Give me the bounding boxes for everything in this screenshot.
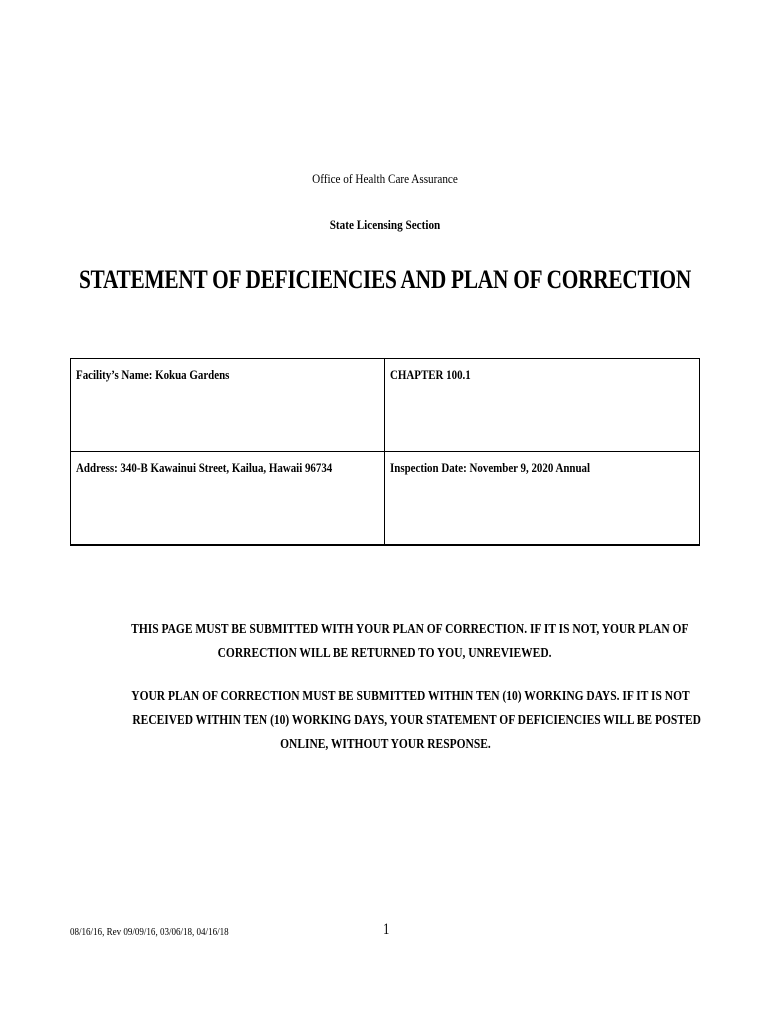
notice-line: ONLINE, WITHOUT YOUR RESPONSE. <box>279 737 491 752</box>
facility-info-table <box>70 358 700 546</box>
chapter: CHAPTER 100.1 <box>390 367 471 382</box>
table-row <box>71 359 700 452</box>
submission-notice <box>70 618 700 666</box>
chapter-cell <box>384 359 699 452</box>
facility-name: Facility’s Name: Kokua Gardens <box>76 367 230 382</box>
deadline-notice <box>70 685 700 757</box>
office-name: Office of Health Care Assurance <box>312 171 458 186</box>
facility-address: Address: 340-B Kawainui Street, Kailua, Hawaii 96734 <box>76 460 333 475</box>
address-cell <box>71 452 385 546</box>
table-row <box>71 452 700 546</box>
inspection-date: Inspection Date: November 9, 2020 Annual <box>390 460 591 475</box>
facility-name-cell <box>71 359 385 452</box>
revision-dates: 08/16/16, Rev 09/09/16, 03/06/18, 04/16/18 <box>70 926 229 938</box>
notice-line: RECEIVED WITHIN TEN (10) WORKING DAYS, YOUR STATEMENT OF DEFICIENCIES WILL BE POSTED <box>132 713 701 728</box>
notice-line: YOUR PLAN OF CORRECTION MUST BE SUBMITTED WITHIN TEN (10) WORKING DAYS. IF IT IS NOT <box>131 689 690 704</box>
section-name: State Licensing Section <box>329 217 441 232</box>
notice-line: CORRECTION WILL BE RETURNED TO YOU, UNREVIEWED. <box>218 646 552 661</box>
document-title: STATEMENT OF DEFICIENCIES AND PLAN OF CORRECTION <box>78 265 692 294</box>
notice-line: THIS PAGE MUST BE SUBMITTED WITH YOUR PLAN OF CORRECTION. IF IT IS NOT, YOUR PLAN OF <box>131 622 689 637</box>
inspection-date-cell <box>384 452 699 546</box>
page-number: 1 <box>383 921 390 938</box>
